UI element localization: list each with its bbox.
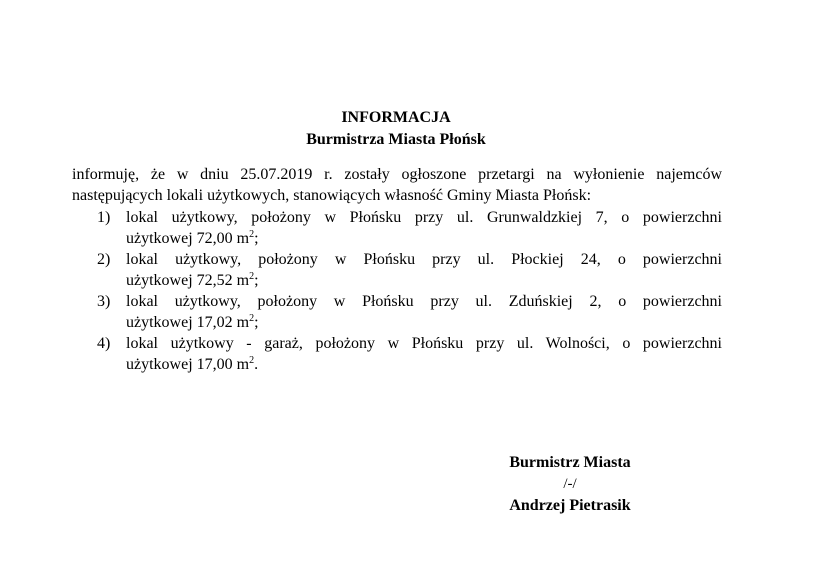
list-item xyxy=(72,333,722,375)
list-item-text: lokal użytkowy, położony w Płońsku przy ul. Grunwaldzkiej 7, o powierzchni xyxy=(126,209,722,226)
intro-paragraph xyxy=(72,164,722,206)
list-item-text: lokal użytkowy, położony w Płońsku przy ul. Zduńskiej 2, o powierzchni xyxy=(126,293,722,310)
list-item-number: 4) xyxy=(97,335,111,352)
list-item-number: 2) xyxy=(97,251,111,268)
list-item-area: użytkowej 72,00 $m^2$; xyxy=(126,229,259,247)
signature-title: Burmistrz Miasta xyxy=(509,454,631,471)
list-item xyxy=(72,249,722,291)
superscript: 2 xyxy=(249,313,255,324)
list-item xyxy=(72,207,722,249)
premises-list xyxy=(72,207,722,375)
superscript: 2 xyxy=(249,271,255,282)
intro-line-2: następujących lokali użytkowych, stanowiących własność Gminy Miasta Płońsk: xyxy=(72,187,592,204)
list-item xyxy=(72,291,722,333)
superscript: 2 xyxy=(249,355,255,366)
list-item-number: 3) xyxy=(97,293,111,310)
document-subtitle: Burmistrza Miasta Płońsk xyxy=(306,131,486,148)
list-item-area: użytkowej 17,00 $m^2$. xyxy=(126,355,259,373)
signature-mark: /-/ xyxy=(563,476,577,492)
list-item-text: lokal użytkowy, położony w Płońsku przy ul. Płockiej 24, o powierzchni xyxy=(126,251,722,268)
document-title: INFORMACJA xyxy=(341,109,451,126)
list-item-text: lokal użytkowy - garaż, położony w Płońsku przy ul. Wolności, o powierzchni xyxy=(126,335,722,352)
list-item-number: 1) xyxy=(97,209,111,226)
intro-line-1: informuję, że w dniu 25.07.2019 r. zostały ogłoszone przetargi na wyłonienie najemców xyxy=(72,166,722,183)
list-item-area: użytkowej 17,02 $m^2$; xyxy=(126,313,259,331)
signature-name: Andrzej Pietrasik xyxy=(509,497,631,514)
superscript: 2 xyxy=(249,229,255,240)
list-item-area: użytkowej 72,52 $m^2$; xyxy=(126,271,259,289)
